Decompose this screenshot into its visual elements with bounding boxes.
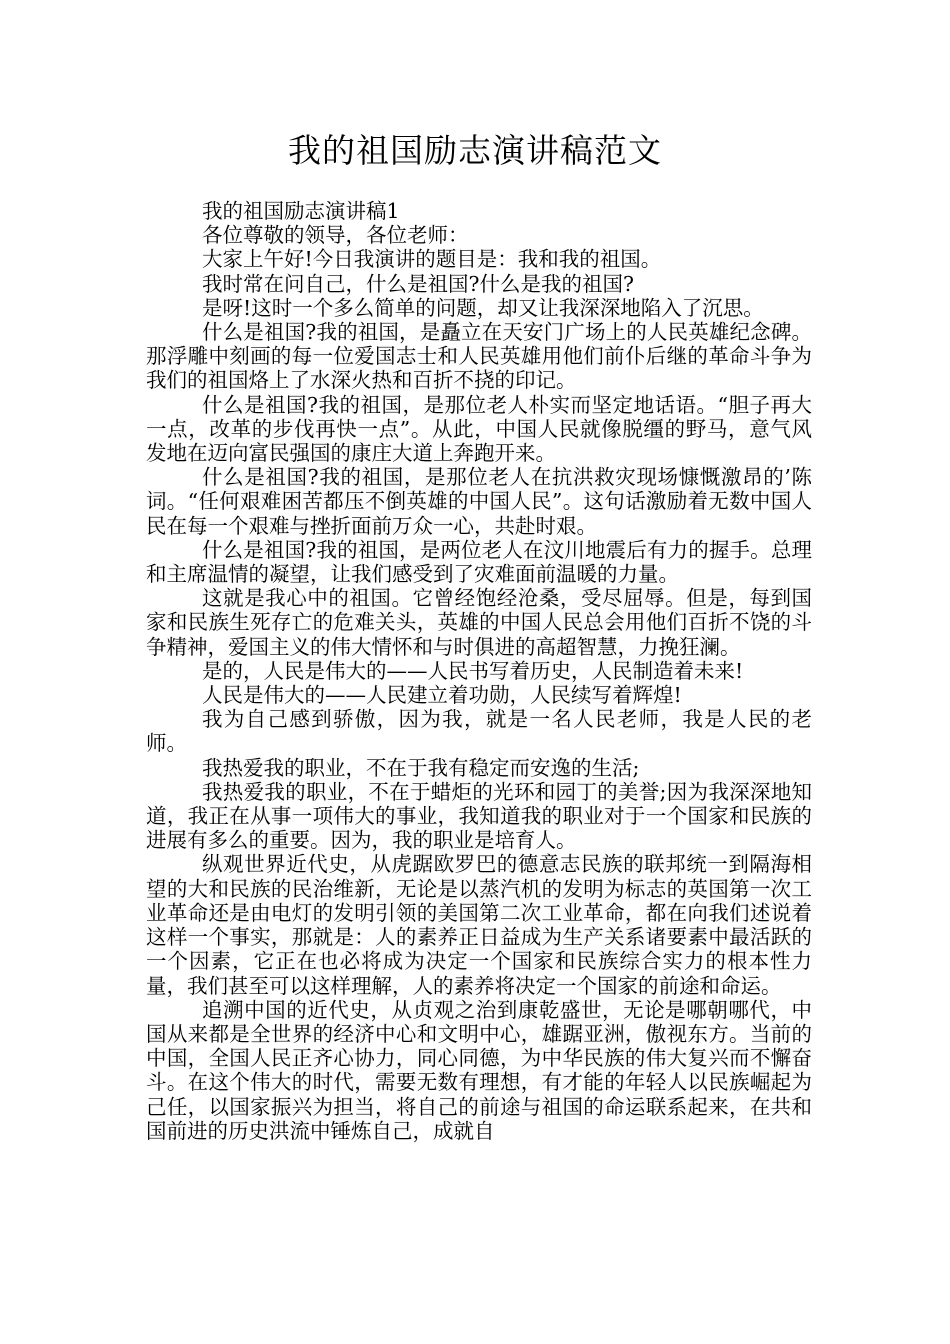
- paragraph-heading: 我的祖国励志演讲稿1: [202, 199, 400, 223]
- paragraph: 是的，人民是伟大的——人民书写着历史，人民制造着未来!: [202, 658, 744, 683]
- paragraph: 追溯中国的近代史，从贞观之治到康乾盛世，无论是哪朝哪代，中国从来都是全世界的经济中心和文明中心，雄踞亚洲，傲视东方。当前的中国，全国人民正齐心协力，同心同德，为中华民族的伟大复兴而不懈奋斗。在这个伟大的时代，需要无数有理想，有才能的年轻人以民族崛起为己任，以国家振兴为担当，将自己的前途与祖国的命运联系起来，在共和国前进的历史洪流中锤炼自己，成就自: [146, 997, 812, 1143]
- paragraph: 什么是祖国?我的祖国，是那位老人朴实而坚定地话语。“胆子再大一点，改革的步伐再快一点”。从此，中国人民就像脱缰的野马，意气风发地在迈向富民强国的康庄大道上奔跑开来。: [146, 392, 812, 466]
- paragraph: 我热爱我的职业，不在于蜡炬的光环和园丁的美誉;因为我深深地知道，我正在从事一项伟大的事业，我知道我的职业对于一个国家和民族的进展有多么的重要。因为，我的职业是培育人。: [146, 779, 812, 853]
- paragraph: 这就是我心中的祖国。它曾经饱经沧桑，受尽屈辱。但是，每到国家和民族生死存亡的危难关头，英雄的中国人民总会用他们百折不饶的斗争精神，爱国主义的伟大情怀和与时俱进的高超智慧，力挽狂澜。: [146, 586, 812, 659]
- paragraph: 是呀!这时一个多么简单的问题，却又让我深深地陷入了沉思。: [202, 295, 764, 320]
- document-body: [146, 199, 812, 1143]
- paragraph: 我为自己感到骄傲，因为我，就是一名人民老师，我是人民的老师。: [146, 707, 812, 756]
- paragraph: 什么是祖国?我的祖国，是那位老人在抗洪救灾现场慷慨激昂的’陈词。“任何艰难困苦都压不倒英雄的中国人民”。这句话激励着无数中国人民在每一个艰难与挫折面前万众一心，共赴时艰。: [146, 465, 812, 538]
- paragraph: 大家上午好!今日我演讲的题目是：我和我的祖国。: [202, 247, 662, 272]
- document-title: 我的祖国励志演讲稿范文: [288, 131, 662, 170]
- paragraph: 人民是伟大的——人民建立着功勋，人民续写着辉煌!: [202, 683, 682, 708]
- paragraph: 纵观世界近代史，从虎踞欧罗巴的德意志民族的联邦统一到隔海相望的大和民族的民治维新，无论是以蒸汽机的发明为标志的英国第一次工业革命还是由电灯的发明引领的美国第二次工业革命，都在向我们述说着这样一个事实，那就是：人的素养正日益成为生产关系诸要素中最活跃的一个因素，它正在也必将成为决定一个国家和民族综合实力的根本性力量，我们甚至可以这样理解，人的素养将决定一个国家的前途和命运。: [146, 852, 812, 998]
- paragraph: 什么是祖国?我的祖国，是两位老人在汶川地震后有力的握手。总理和主席温情的凝望，让我们感受到了灾难面前温暖的力量。: [146, 537, 812, 587]
- paragraph-salutation: 各位尊敬的领导，各位老师：: [202, 223, 469, 248]
- paragraph: 我热爱我的职业，不在于我有稳定而安逸的生活;: [202, 755, 640, 780]
- paragraph: 什么是祖国?我的祖国，是矗立在天安门广场上的人民英雄纪念碑。那浮雕中刻画的每一位爱国志士和人民英雄用他们前仆后继的革命斗争为我们的祖国烙上了水深火热和百折不挠的印记。: [146, 320, 812, 393]
- paragraph: 我时常在问自己，什么是祖国?什么是我的祖国?: [202, 271, 634, 296]
